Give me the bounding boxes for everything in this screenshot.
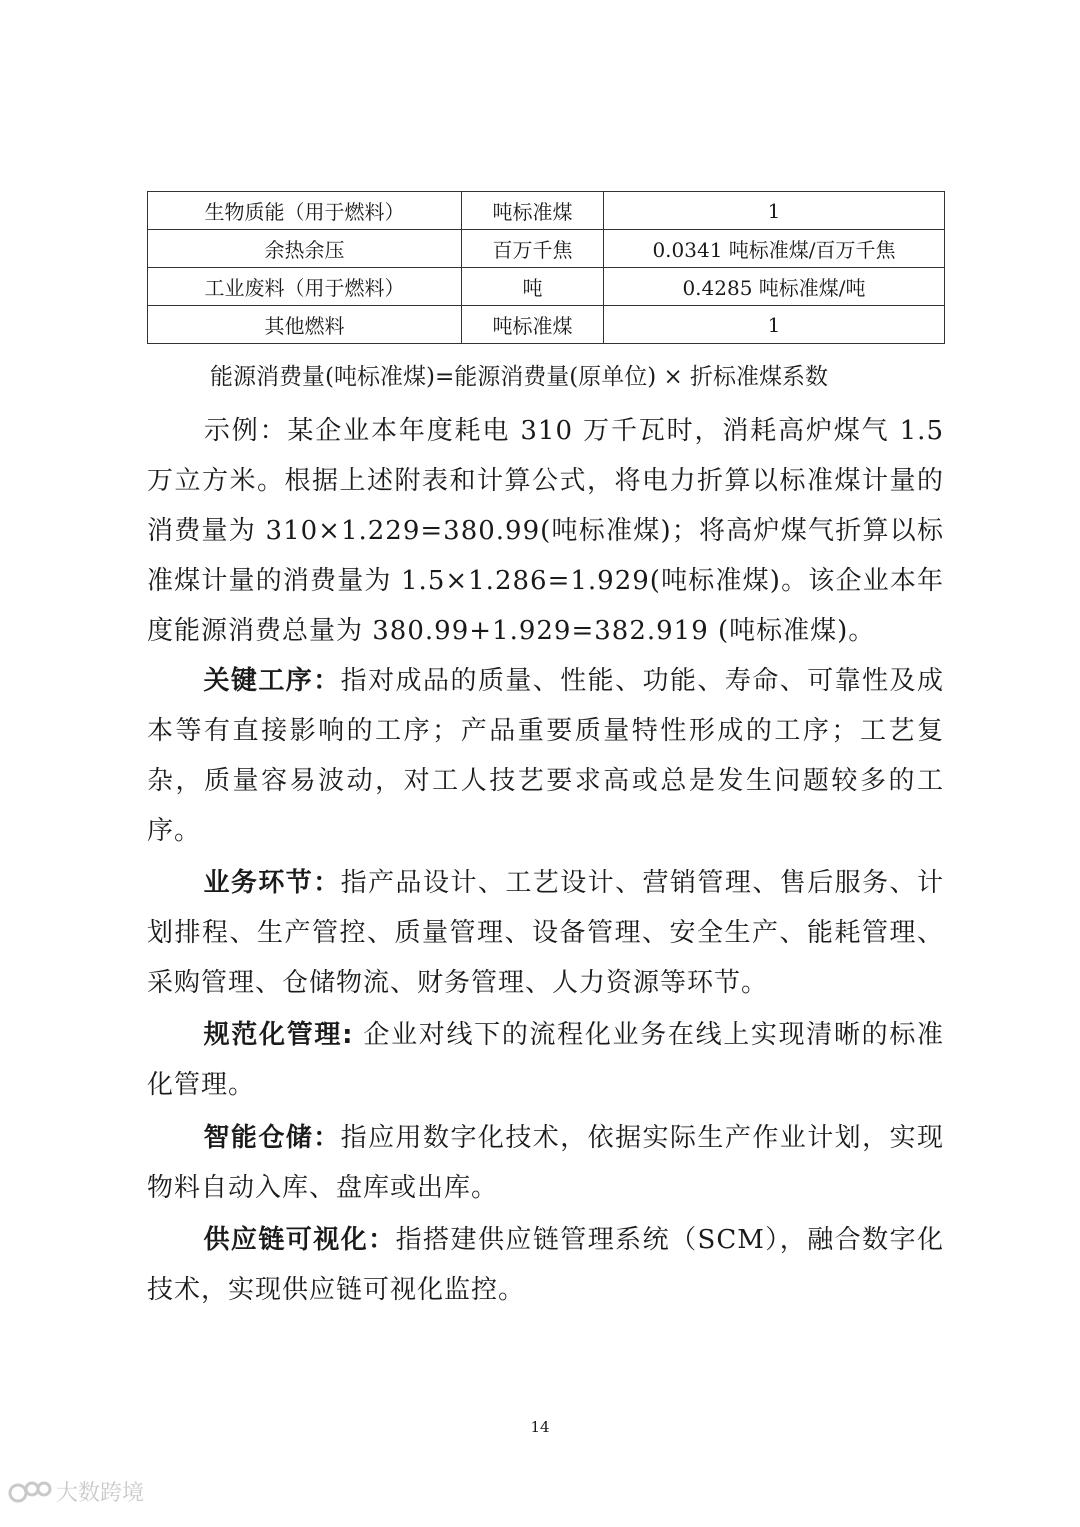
- table-row: [148, 230, 945, 268]
- unit-cell: 吨标准煤: [462, 192, 604, 230]
- definition-text: 企业对线下的流程化业务在线上实现清晰的标准化管理。: [147, 1020, 945, 1100]
- definition-paragraph: [147, 858, 944, 1008]
- conversion-formula: 能源消费量(吨标准煤)=能源消费量(原单位) × 折标准煤系数: [210, 364, 829, 390]
- example-text: 示例：某企业本年度耗电 310 万千瓦时，消耗高炉煤气 1.5 万立方米。根据上述附表和计算公式，将电力折算以标准煤计量的消费量为 310×1.229=380.99(吨标准煤)；将高炉煤气折算以标准煤计量的消费量为 1.5×1.286=1.929(吨标准煤)。该企业本年度能源消费总量为 380.99+1.929=382.919 (吨标准煤)。: [147, 416, 944, 646]
- table-row: [148, 192, 945, 230]
- coefficient-cell: 1: [604, 306, 945, 344]
- table-row: [148, 306, 945, 344]
- watermark: [8, 1476, 144, 1507]
- brand-logo-icon: [8, 1479, 52, 1505]
- definition-term: 供应链可视化：: [203, 1225, 396, 1255]
- energy-name-cell: 工业废料（用于燃料）: [148, 268, 462, 306]
- unit-cell: 吨标准煤: [462, 306, 604, 344]
- definition-term: 规范化管理:: [203, 1020, 354, 1050]
- definition-text: 指应用数字化技术，依据实际生产作业计划，实现物料自动入库、盘库或出库。: [147, 1123, 944, 1203]
- definition-text: 指对成品的质量、性能、功能、寿命、可靠性及成本等有直接影响的工序；产品重要质量特性形成的工序；工艺复杂，质量容易波动，对工人技艺要求高或总是发生问题较多的工序。: [147, 666, 944, 846]
- definition-text: 指搭建供应链管理系统（SCM），融合数字化技术，实现供应链可视化监控。: [147, 1225, 944, 1305]
- watermark-text: 大数跨境: [56, 1481, 145, 1506]
- definition-paragraph: [147, 1215, 944, 1315]
- page-number: 14: [530, 1418, 550, 1436]
- definition-paragraph: [147, 1113, 944, 1213]
- table-row: [148, 268, 945, 306]
- coefficient-cell: 1: [604, 192, 945, 230]
- definition-paragraph: [147, 1010, 944, 1110]
- definition-paragraph: [147, 656, 944, 856]
- example-paragraph: [147, 406, 944, 656]
- energy-name-cell: 生物质能（用于燃料）: [148, 192, 462, 230]
- energy-conversion-table: [147, 191, 945, 344]
- coefficient-cell: 0.4285 吨标准煤/吨: [604, 268, 945, 306]
- definition-term: 智能仓储：: [203, 1123, 341, 1153]
- coefficient-cell: 0.0341 吨标准煤/百万千焦: [604, 230, 945, 268]
- energy-name-cell: 其他燃料: [148, 306, 462, 344]
- unit-cell: 吨: [462, 268, 604, 306]
- unit-cell: 百万千焦: [462, 230, 604, 268]
- definition-term: 关键工序：: [203, 666, 341, 696]
- definition-term: 业务环节：: [203, 868, 341, 898]
- definition-text: 指产品设计、工艺设计、营销管理、售后服务、计划排程、生产管控、质量管理、设备管理、安全生产、能耗管理、采购管理、仓储物流、财务管理、人力资源等环节。: [147, 868, 944, 998]
- energy-name-cell: 余热余压: [148, 230, 462, 268]
